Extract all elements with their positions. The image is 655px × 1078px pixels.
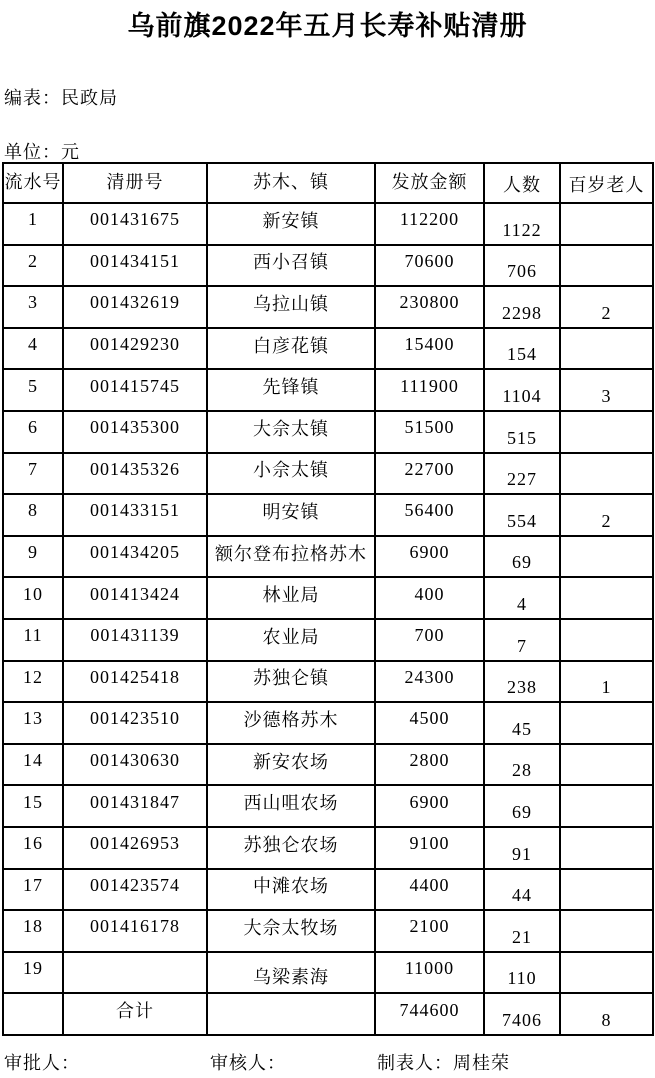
table-cell: 2298 — [484, 286, 560, 328]
total-row — [3, 993, 653, 1035]
column-header: 百岁老人 — [560, 163, 653, 203]
table-cell: 白彦花镇 — [207, 328, 375, 370]
subsidy-register-table — [2, 162, 654, 1036]
table-row — [3, 411, 653, 453]
table-cell: 7 — [3, 453, 63, 495]
table-cell — [560, 910, 653, 952]
table-cell: 45 — [484, 702, 560, 744]
table-cell — [560, 536, 653, 578]
table-cell: 15400 — [375, 328, 484, 370]
table-cell — [560, 869, 653, 911]
table-cell: 林业局 — [207, 577, 375, 619]
table-cell: 农业局 — [207, 619, 375, 661]
table-cell: 744600 — [375, 993, 484, 1035]
table-cell: 001434205 — [63, 536, 207, 578]
table-cell: 515 — [484, 411, 560, 453]
table-cell: 154 — [484, 328, 560, 370]
table-cell: 4 — [3, 328, 63, 370]
column-header: 清册号 — [63, 163, 207, 203]
signature-line — [0, 1049, 655, 1073]
table-cell: 44 — [484, 869, 560, 911]
table-row — [3, 952, 653, 994]
table-cell: 400 — [375, 577, 484, 619]
table-cell: 2 — [3, 245, 63, 287]
table-cell: 11000 — [375, 952, 484, 994]
table-cell: 9 — [3, 536, 63, 578]
table-cell: 22700 — [375, 453, 484, 495]
table-cell: 6900 — [375, 536, 484, 578]
table-cell: 227 — [484, 453, 560, 495]
table-cell: 001434151 — [63, 245, 207, 287]
table-cell: 13 — [3, 702, 63, 744]
table-cell: 16 — [3, 827, 63, 869]
table-cell: 1104 — [484, 369, 560, 411]
table-cell: 8 — [560, 993, 653, 1035]
table-cell: 18 — [3, 910, 63, 952]
table-cell: 西山咀农场 — [207, 785, 375, 827]
table-cell: 554 — [484, 494, 560, 536]
table-cell — [560, 328, 653, 370]
table-cell: 15 — [3, 785, 63, 827]
approver-label: 审批人： — [4, 1053, 80, 1073]
table-cell — [207, 993, 375, 1035]
table-cell: 大佘太牧场 — [207, 910, 375, 952]
prepared-by-label: 编表：民政局 — [4, 88, 118, 108]
table-cell: 7 — [484, 619, 560, 661]
table-cell: 001435326 — [63, 453, 207, 495]
table-cell: 新安农场 — [207, 744, 375, 786]
table-cell: 001415745 — [63, 369, 207, 411]
table-cell: 51500 — [375, 411, 484, 453]
table-cell: 额尔登布拉格苏木 — [207, 536, 375, 578]
table-cell: 001423510 — [63, 702, 207, 744]
preparer-label: 制表人：周桂荣 — [377, 1053, 510, 1073]
table-cell — [560, 785, 653, 827]
table-cell: 69 — [484, 536, 560, 578]
table-cell: 6 — [3, 411, 63, 453]
table-row — [3, 453, 653, 495]
table-cell: 西小召镇 — [207, 245, 375, 287]
table-cell: 12 — [3, 661, 63, 703]
table-cell: 2800 — [375, 744, 484, 786]
table-cell — [560, 744, 653, 786]
page-title: 乌前旗2022年五月长寿补贴清册 — [127, 11, 528, 41]
table-cell: 001429230 — [63, 328, 207, 370]
table-cell: 001431675 — [63, 203, 207, 245]
table-cell: 1 — [3, 203, 63, 245]
table-cell: 001431847 — [63, 785, 207, 827]
table-cell: 1 — [560, 661, 653, 703]
table-cell — [560, 577, 653, 619]
table-body — [3, 203, 653, 1035]
reviewer-label: 审核人： — [210, 1053, 286, 1073]
table-cell — [3, 993, 63, 1035]
table-cell — [560, 702, 653, 744]
table-cell: 001430630 — [63, 744, 207, 786]
table-row — [3, 369, 653, 411]
table-cell: 乌梁素海 — [207, 952, 375, 994]
table-row — [3, 286, 653, 328]
table-cell: 大佘太镇 — [207, 411, 375, 453]
table-cell: 9100 — [375, 827, 484, 869]
column-header: 发放金额 — [375, 163, 484, 203]
table-cell — [560, 411, 653, 453]
table-cell: 3 — [560, 369, 653, 411]
table-cell — [63, 952, 207, 994]
table-cell: 001423574 — [63, 869, 207, 911]
table-cell: 10 — [3, 577, 63, 619]
table-row — [3, 661, 653, 703]
table-cell: 112200 — [375, 203, 484, 245]
table-row — [3, 702, 653, 744]
table-cell: 001416178 — [63, 910, 207, 952]
table-cell: 4 — [484, 577, 560, 619]
table-cell: 28 — [484, 744, 560, 786]
table-cell: 14 — [3, 744, 63, 786]
table-row — [3, 910, 653, 952]
table-row — [3, 827, 653, 869]
table-cell: 001426953 — [63, 827, 207, 869]
table-cell: 001433151 — [63, 494, 207, 536]
table-cell: 5 — [3, 369, 63, 411]
table-cell: 110 — [484, 952, 560, 994]
table-cell: 001431139 — [63, 619, 207, 661]
table-cell: 111900 — [375, 369, 484, 411]
table-row — [3, 619, 653, 661]
table-row — [3, 203, 653, 245]
table-row — [3, 536, 653, 578]
table-row — [3, 494, 653, 536]
table-row — [3, 744, 653, 786]
table-cell: 21 — [484, 910, 560, 952]
table-cell: 4500 — [375, 702, 484, 744]
table-cell: 24300 — [375, 661, 484, 703]
table-cell: 苏独仑农场 — [207, 827, 375, 869]
table-row — [3, 328, 653, 370]
table-cell: 新安镇 — [207, 203, 375, 245]
unit-label: 单位：元 — [4, 142, 80, 162]
table-cell: 2 — [560, 494, 653, 536]
table-cell: 69 — [484, 785, 560, 827]
column-header: 苏木、镇 — [207, 163, 375, 203]
table-cell — [560, 203, 653, 245]
table-cell: 001435300 — [63, 411, 207, 453]
table-cell: 238 — [484, 661, 560, 703]
table-cell: 乌拉山镇 — [207, 286, 375, 328]
table-cell: 001425418 — [63, 661, 207, 703]
table-cell: 2100 — [375, 910, 484, 952]
table-cell: 700 — [375, 619, 484, 661]
table-cell — [560, 245, 653, 287]
column-header: 流水号 — [3, 163, 63, 203]
table-cell — [560, 619, 653, 661]
table-cell: 沙德格苏木 — [207, 702, 375, 744]
table-cell — [560, 952, 653, 994]
table-cell: 706 — [484, 245, 560, 287]
table-cell: 7406 — [484, 993, 560, 1035]
table-cell: 11 — [3, 619, 63, 661]
table-cell: 中滩农场 — [207, 869, 375, 911]
table-cell: 小佘太镇 — [207, 453, 375, 495]
table-cell: 001432619 — [63, 286, 207, 328]
table-cell: 4400 — [375, 869, 484, 911]
header-row — [3, 163, 653, 203]
table-cell: 8 — [3, 494, 63, 536]
table-row — [3, 785, 653, 827]
table-cell: 苏独仑镇 — [207, 661, 375, 703]
table-cell: 230800 — [375, 286, 484, 328]
table-cell: 91 — [484, 827, 560, 869]
table-row — [3, 577, 653, 619]
table-cell: 56400 — [375, 494, 484, 536]
table-row — [3, 869, 653, 911]
table-cell: 3 — [3, 286, 63, 328]
table-cell — [560, 453, 653, 495]
table-cell: 70600 — [375, 245, 484, 287]
table-cell: 明安镇 — [207, 494, 375, 536]
table-cell: 001413424 — [63, 577, 207, 619]
table-cell: 19 — [3, 952, 63, 994]
table-cell: 1122 — [484, 203, 560, 245]
table-cell: 6900 — [375, 785, 484, 827]
table-cell: 17 — [3, 869, 63, 911]
column-header: 人数 — [484, 163, 560, 203]
table-cell: 2 — [560, 286, 653, 328]
table-cell: 先锋镇 — [207, 369, 375, 411]
table-cell: 合计 — [63, 993, 207, 1035]
table-cell — [560, 827, 653, 869]
table-row — [3, 245, 653, 287]
